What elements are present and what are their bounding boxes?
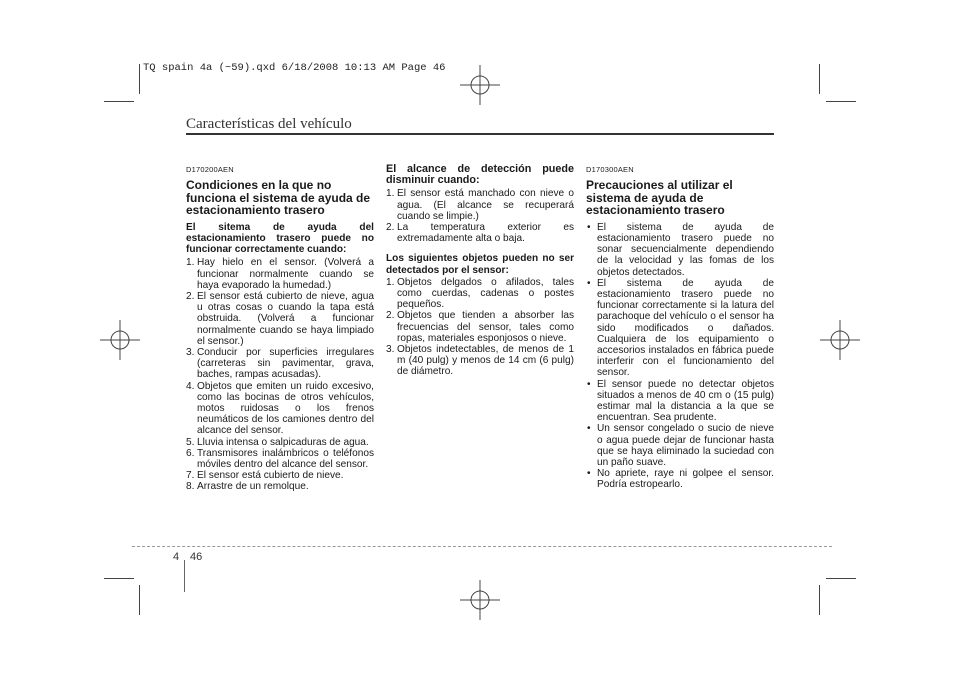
print-slug: TQ spain 4a (~59).qxd 6/18/2008 10:13 AM Page 46 (143, 62, 446, 74)
list-item: 2. Objetos que tienden a absorber las frecuencias del sensor, tales como ropas, materiales esponjosos o nieve. (386, 310, 574, 344)
column-3 (586, 164, 774, 491)
section-code: D170300AEN (586, 165, 634, 174)
list-intro: El alcance de detección puede disminuir cuando: (386, 163, 574, 187)
list-item: 8. Arrastre de un remolque. (186, 481, 309, 493)
numbered-list (386, 188, 574, 244)
crop-mark (826, 101, 856, 102)
list-item: 3. Conducir por superficies irregulares (carreteras sin pavimentar, grava, baches, rampas acusadas). (186, 346, 374, 381)
column-1 (186, 164, 374, 493)
column-2 (386, 164, 574, 378)
registration-mark-icon (458, 578, 502, 622)
crop-mark (826, 578, 856, 579)
numbered-list (186, 257, 374, 492)
list-intro: Los siguientes objetos pueden no ser detectados por el sensor: (386, 253, 574, 276)
bullet-icon: • (587, 378, 591, 390)
crop-mark (819, 64, 820, 94)
list-item: 7. El sensor está cubierto de nieve. (186, 470, 344, 482)
list-item: 4. Objetos que emiten un ruido excesivo, como las bocinas de otros vehículos, motos ruidosas o los frenos neumáticos de los camiones dentro del alcance del sensor. (186, 380, 374, 437)
list-item: • El sistema de ayuda de estacionamiento trasero puede no funcionar correctamente si la latura del parachoque del vehículo o el sensor ha sido modificados o dañados. Cualquiera de los equipamiento o accesorios instalados en fábrica puede interferir con el funcionamiento del sensor. (587, 277, 774, 379)
section-title-rule (186, 133, 774, 135)
list-item: 2. La temperatura exterior es extremadamente alta o baja. (386, 222, 574, 245)
crop-mark (139, 585, 140, 615)
list-item: 3. Objetos indetectables, de menos de 1 m (40 pulg) y menos de 14 cm (6 pulg) de diámetro. (386, 344, 574, 378)
list-intro: El sitema de ayuda del estacionamiento trasero puede no funcionar correctamente cuando: (186, 221, 374, 256)
registration-mark-icon (458, 63, 502, 107)
registration-mark-icon (98, 318, 142, 362)
registration-mark-icon (818, 318, 862, 362)
list-item: 1. Hay hielo en el sensor. (Volverá a funcionar normalmente cuando se haya evaporado la humedad.) (186, 257, 374, 291)
list-item: 2. El sensor está cubierto de nieve, agua u otras cosas o cuando la tapa está obstruida. (Volverá a funcionar normalmente cuando se haya limpiado el sensor.) (186, 290, 374, 347)
section-title: Características del vehículo (186, 116, 352, 132)
section-heading: Precauciones al utilizar el sistema de ayuda de estacionamiento trasero (586, 178, 733, 218)
list-item: 1. Objetos delgados o afilados, tales como cuerdas, cadenas o postes pequeños. (386, 276, 574, 311)
list-item: 5. Lluvia intensa o salpicaduras de agua. (186, 436, 369, 448)
list-item: • El sistema de ayuda de estacionamiento trasero puede no sonar secuencialmente dependiendo de la velocidad y las fomas de los objetos detectados. (587, 221, 774, 278)
crop-mark (139, 64, 140, 94)
list-item: 6. Transmisores inalámbricos o teléfonos móviles dentro del alcance del sensor. (186, 447, 374, 470)
bullet-icon: • (587, 423, 591, 435)
footer-rule (132, 546, 832, 547)
bullet-list (586, 222, 774, 491)
bullet-icon: • (587, 277, 591, 289)
list-item: 1. El sensor está manchado con nieve o agua. (El alcance se recuperará cuando se limpie.) (386, 188, 574, 222)
crop-mark (819, 585, 820, 615)
crop-mark (184, 560, 185, 592)
list-item: • No apriete, raye ni golpee el sensor. Podría estropearlo. (587, 468, 774, 491)
list-item: • Un sensor congelado o sucio de nieve o agua puede dejar de funcionar hasta que se haya eliminado la suciedad con un paño suave. (587, 423, 774, 468)
numbered-list (386, 277, 574, 378)
crop-mark (104, 101, 134, 102)
bullet-icon: • (587, 468, 591, 480)
section-code: D170200AEN (186, 165, 234, 174)
list-item: • El sensor puede no detectar objetos situados a menos de 40 cm o (15 pulg) estimar mal la distancia a la que se encuentran. Sea prudente. (587, 378, 774, 424)
section-heading: Condiciones en la que no funciona el sistema de ayuda de estacionamiento trasero (186, 178, 371, 218)
crop-mark (104, 578, 134, 579)
chapter-number: 4 (173, 551, 180, 563)
bullet-icon: • (587, 221, 591, 233)
page-number: 46 (190, 551, 203, 563)
